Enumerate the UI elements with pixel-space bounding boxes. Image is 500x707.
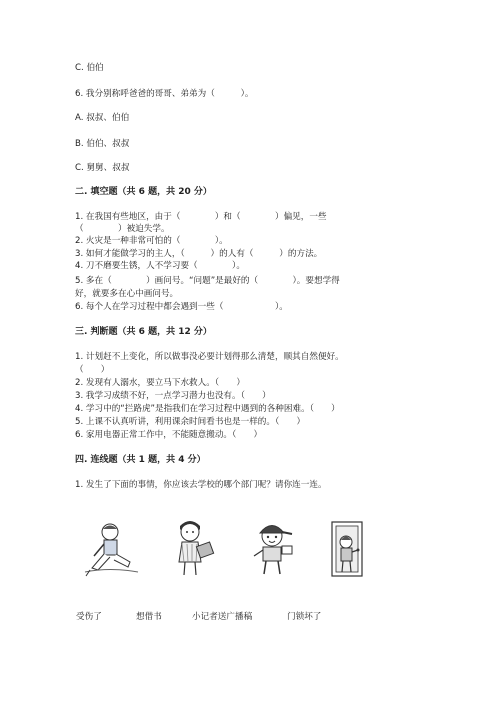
judge-line: 6. 家用电器正常工作中，不能随意搬动。（ ） <box>75 430 263 440</box>
injured-child-illustration <box>80 520 144 578</box>
fill-line: 5. 多在（ ）画问号。“问题”是最好的（ ）。要想学得 <box>75 276 340 286</box>
caption-injured: 受伤了 <box>76 612 102 622</box>
match-question: 1. 发生了下面的事情，你应该去学校的哪个部门呢？请你连一连。 <box>75 480 327 490</box>
fill-line: 好，就要多在心中画问号。 <box>75 289 179 299</box>
caption-reporter: 小记者送广播稿 <box>192 612 253 622</box>
boy-reporter-illustration <box>244 520 300 578</box>
q5-option-c: C. 伯伯 <box>75 63 104 73</box>
judge-line: 5. 上课不认真听讲，利用课余时间看书也是一样的。（ ） <box>75 417 306 427</box>
girl-with-book-illustration <box>168 520 220 578</box>
q6-option-c: C. 舅舅、叔叔 <box>75 163 130 173</box>
broken-door-illustration <box>328 520 368 580</box>
judge-line: 4. 学习中的“拦路虎”是指我们在学习过程中遇到的各种困难。（ ） <box>75 404 340 414</box>
judge-line: （ ） <box>75 365 110 375</box>
judge-line: 1. 计划赶不上变化，所以做事没必要计划得那么清楚，顺其自然便好。 <box>75 352 344 362</box>
fill-line: 1. 在我国有些地区，由于（ ）和（ ）偏见，一些 <box>75 212 327 222</box>
caption-broken-lock: 门锁坏了 <box>287 612 322 622</box>
fill-line: 4. 刀不磨要生锈，人不学习要（ ）。 <box>75 261 245 271</box>
section4-heading: 四. 连线题（共 1 题，共 4 分） <box>75 455 206 465</box>
section2-heading: 二. 填空题（共 6 题，共 20 分） <box>75 187 212 197</box>
q6-stem: 6. 我分别称呼爸爸的哥哥、弟弟为（ ）。 <box>75 89 254 99</box>
fill-line: （ ）被迫失学。 <box>75 224 170 234</box>
fill-line: 3. 如何才能做学习的主人，（ ）的人有（ ）的方法。 <box>75 249 323 259</box>
judge-line: 3. 我学习成绩不好，一点学习潜力也没有。（ ） <box>75 391 271 401</box>
judge-line: 2. 发现有人溺水，要立马下水救人。（ ） <box>75 378 245 388</box>
caption-borrow-book: 想借书 <box>136 612 162 622</box>
fill-line: 6. 每个人在学习过程中都会遇到一些（ ）。 <box>75 302 288 312</box>
section3-heading: 三. 判断题（共 6 题，共 12 分） <box>75 327 212 337</box>
q6-option-b: B. 伯伯、叔叔 <box>75 139 130 149</box>
fill-line: 2. 火灾是一种非常可怕的（ ）。 <box>75 236 228 246</box>
q6-option-a: A. 叔叔、伯伯 <box>75 113 130 123</box>
